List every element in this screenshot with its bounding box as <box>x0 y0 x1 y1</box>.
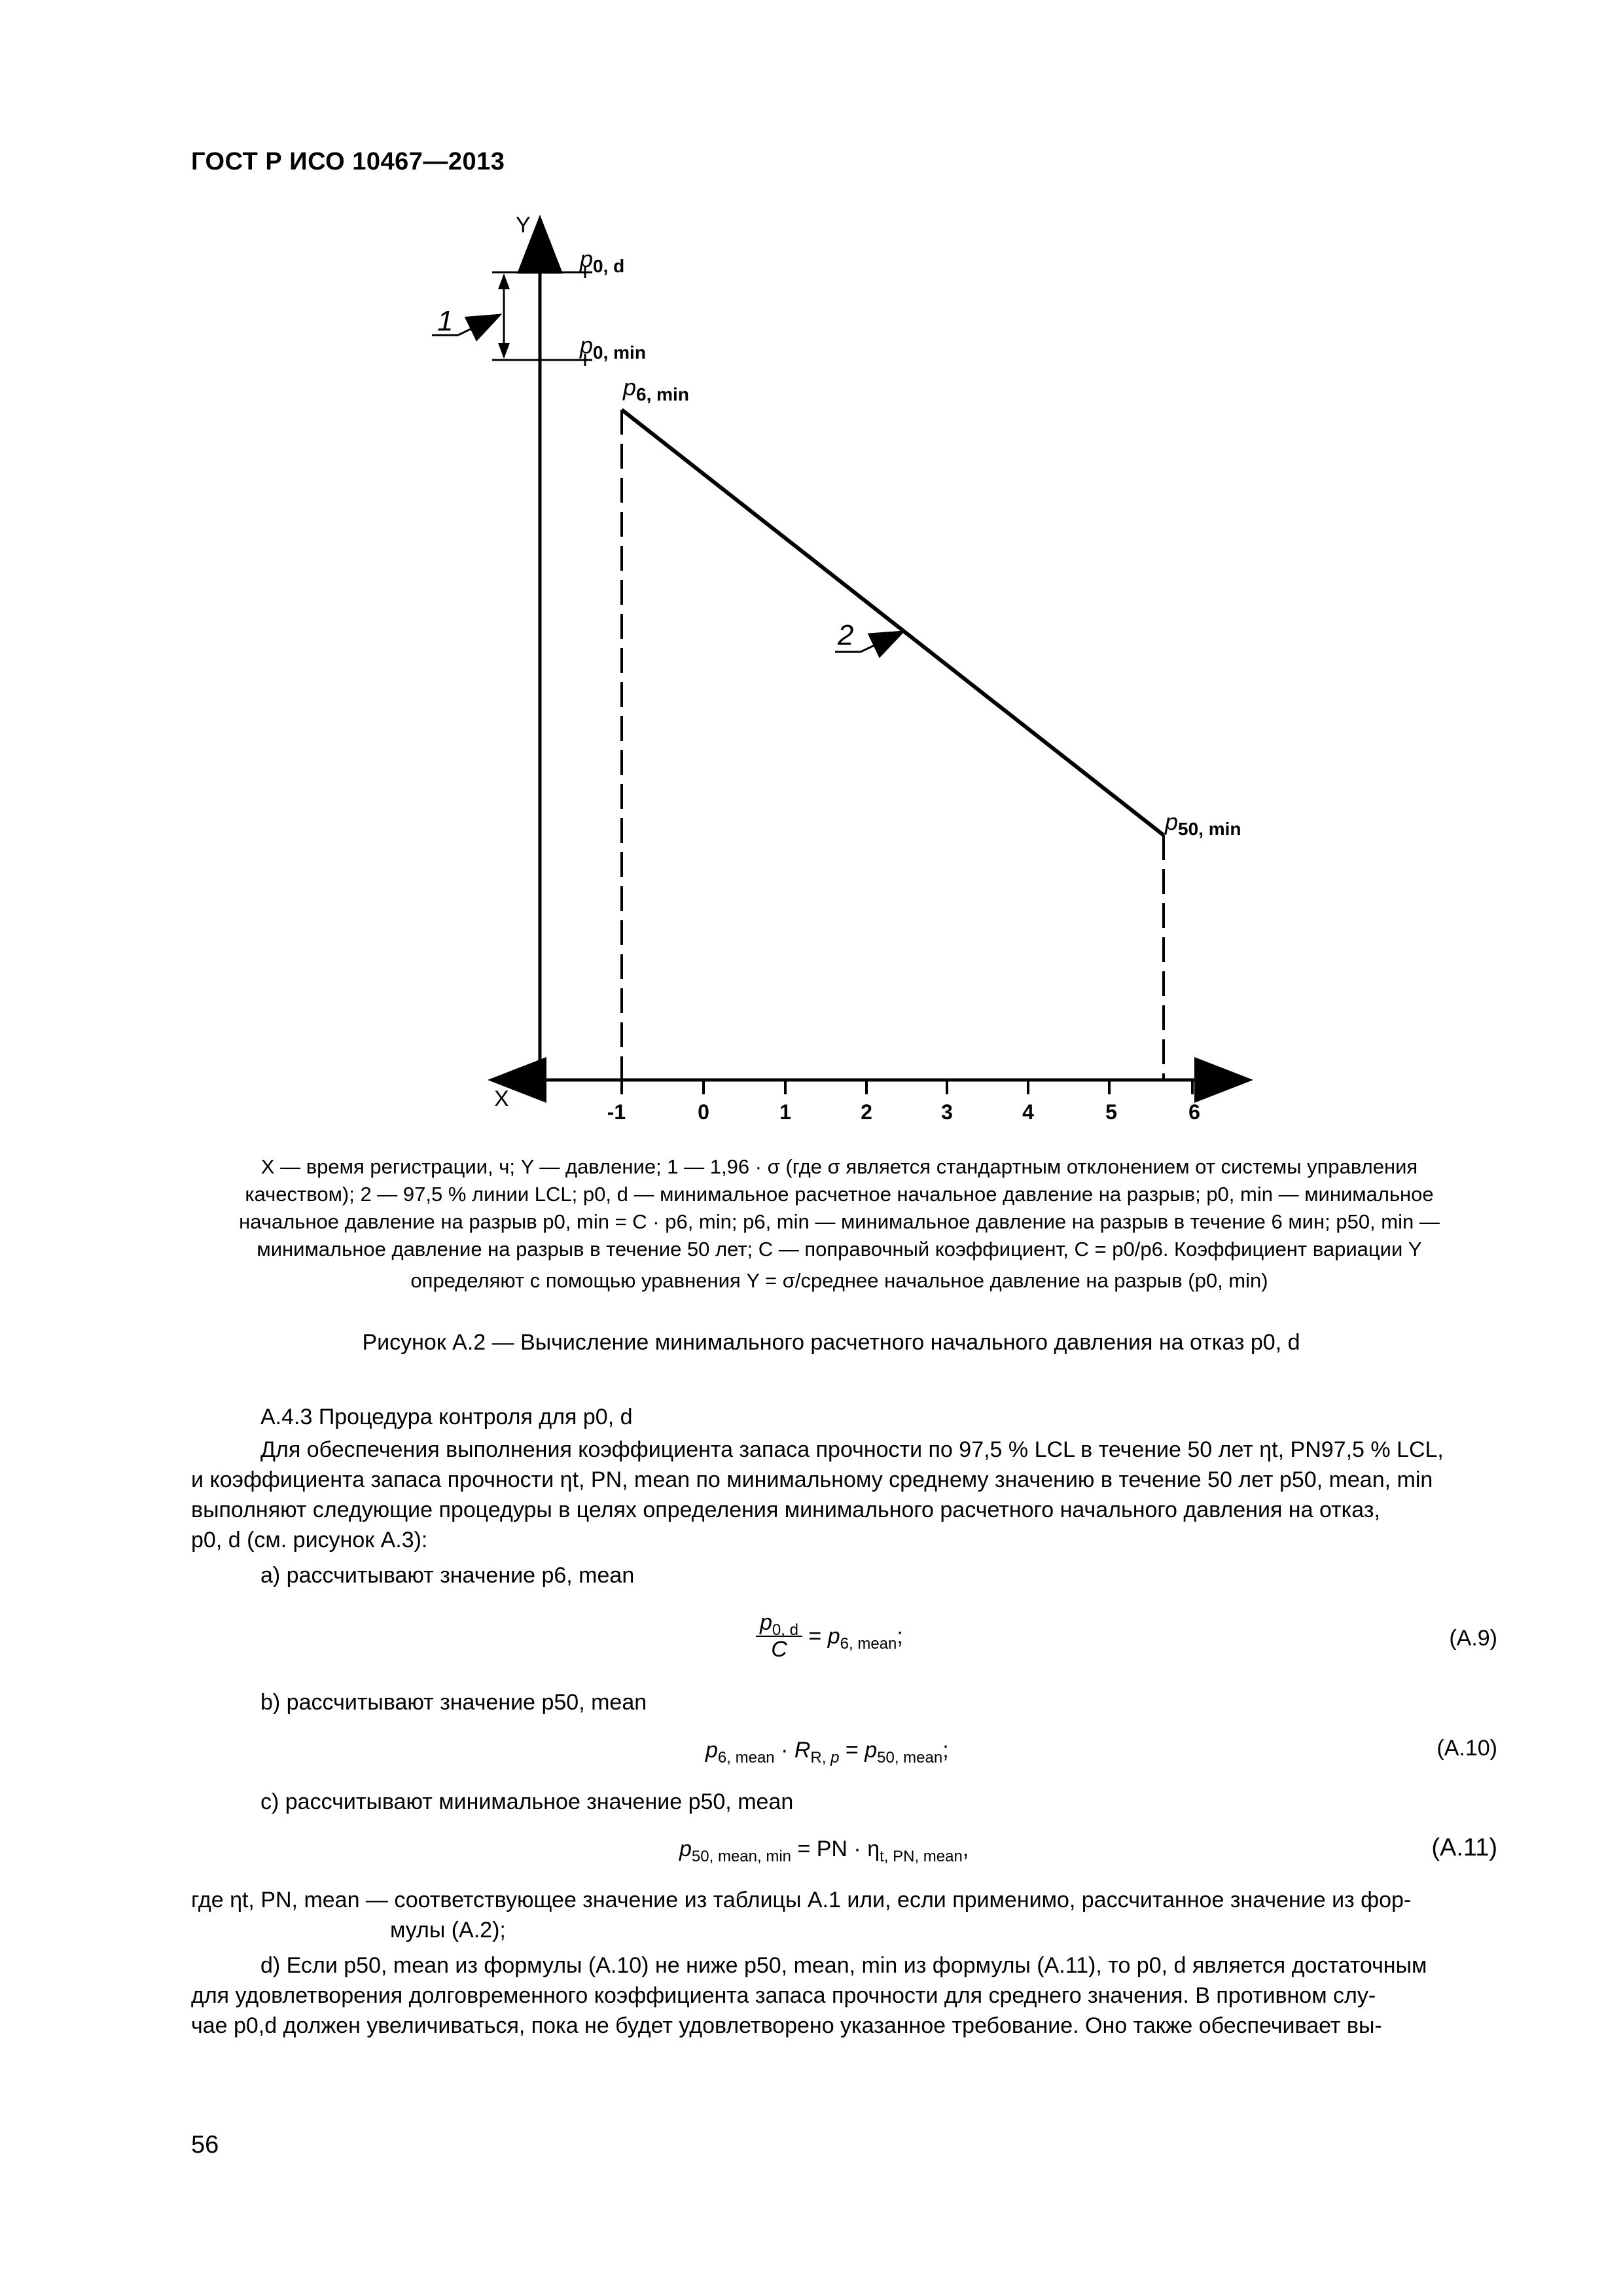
caption-line: качеством); 2 — 97,5 % линии LCL; p0, d — минимальное расчетное начальное давление на разрыв; p0, min — минимальное <box>245 1183 1434 1206</box>
caption-line: определяют с помощью уравнения Y = σ/среднее начальное давление на разрыв (p0, min) <box>410 1269 1268 1292</box>
formula-a10: $p_{6, mean} \cdot R_{R, p} = p_{50, mean}$; <box>705 1738 949 1767</box>
x-axis-label: X <box>494 1086 509 1111</box>
x-tick-label: 0 <box>698 1100 709 1124</box>
paragraph-line: и коэффициента запаса прочности ηt, PN, mean по минимальному среднему значению в течение 50 лет p50, mean, min <box>191 1467 1433 1492</box>
figure-title: Рисунок А.2 — Вычисление минимального расчетного начального давления на отказ p0, d <box>362 1330 1300 1355</box>
paragraph-line: Для обеспечения выполнения коэффициента запаса прочности по 97,5 % LCL в течение 50 лет ηt, PN97,5 % LCL, <box>260 1437 1444 1462</box>
y-axis-label: Y <box>516 213 531 238</box>
formula-a11: $p_{50, mean, min}$ = PN · $\eta_{t, PN, mean}$, <box>679 1837 969 1865</box>
x-tick-label: 6 <box>1188 1100 1200 1124</box>
document-header: ГОСТ Р ИСО 10467—2013 <box>191 148 505 175</box>
formula-a9: $\frac{p_{0, d}}{C}$ = $p_{6, mean}$; <box>756 1610 903 1662</box>
equation-number: (А.11) <box>1431 1834 1497 1861</box>
equation-number: (А.9) <box>1449 1626 1497 1651</box>
callout-2: 2 <box>838 619 854 651</box>
x-tick-label: 2 <box>861 1100 872 1124</box>
p50min-label: $p_{50, min}$ <box>1165 808 1241 839</box>
step-a: a) рассчитывают значение p6, mean <box>260 1563 635 1588</box>
p0min-label: $p_{0, min}$ <box>580 332 646 363</box>
callout-1: 1 <box>437 305 454 337</box>
step-d-line: чае p0,d должен увеличиваться, пока не будет удовлетворено указанное требование. Оно также обеспечивает вы- <box>191 2013 1382 2038</box>
figure-a2 <box>0 0 1623 1139</box>
step-d-line: для удовлетворения долговременного коэффициента запаса прочности для среднего значения. В противном слу- <box>191 1983 1376 2008</box>
equation-number: (А.10) <box>1436 1736 1497 1761</box>
where-line: где ηt, PN, mean — соответствующее значение из таблицы А.1 или, если применимо, рассчитанное значение из фор- <box>191 1888 1412 1912</box>
step-c: c) рассчитывают минимальное значение p50, mean <box>260 1789 794 1814</box>
section-heading: А.4.3 Процедура контроля для p0, d <box>260 1405 633 1429</box>
paragraph-1 <box>191 1435 1497 1555</box>
x-tick-label: 4 <box>1022 1100 1034 1124</box>
caption-line: минимальное давление на разрыв в течение 50 лет; C — поправочный коэффициент, C = p0/p6. Коэффициент вариации Y <box>257 1238 1422 1261</box>
x-tick-label: 3 <box>941 1100 953 1124</box>
where-clause <box>191 1885 1497 1945</box>
paragraph-line: p0, d (см. рисунок А.3): <box>191 1528 428 1552</box>
where-line: мулы (А.2); <box>390 1918 506 1943</box>
x-tick-label: 1 <box>779 1100 791 1124</box>
step-b: b) рассчитывают значение p50, mean <box>260 1690 647 1715</box>
paragraph-line: выполняют следующие процедуры в целях определения минимального расчетного начального давления на отказ, <box>191 1498 1380 1522</box>
caption-line: начальное давление на разрыв p0, min = C · p6, min; p6, min — минимальное давление на разрыв в течение 6 мин; p50, min — <box>239 1210 1440 1233</box>
step-d <box>191 1950 1497 2041</box>
p0d-label: $p_{0, d}$ <box>580 245 625 276</box>
x-tick-label: 5 <box>1105 1100 1117 1124</box>
step-d-line: d) Если p50, mean из формулы (А.10) не ниже p50, mean, min из формулы (А.11), то p0, d является достаточным <box>260 1953 1427 1978</box>
caption-line: X — время регистрации, ч; Y — давление; 1 — 1,96 · σ (где σ является стандартным отклонением от системы управления <box>260 1155 1418 1178</box>
p6min-label: $p_{6, min}$ <box>623 374 689 404</box>
page-number: 56 <box>191 2131 219 2159</box>
x-ticks <box>622 1080 1192 1094</box>
figure-caption <box>196 1153 1482 1295</box>
lcl-line <box>622 410 1164 835</box>
x-tick-label: -1 <box>607 1100 626 1124</box>
